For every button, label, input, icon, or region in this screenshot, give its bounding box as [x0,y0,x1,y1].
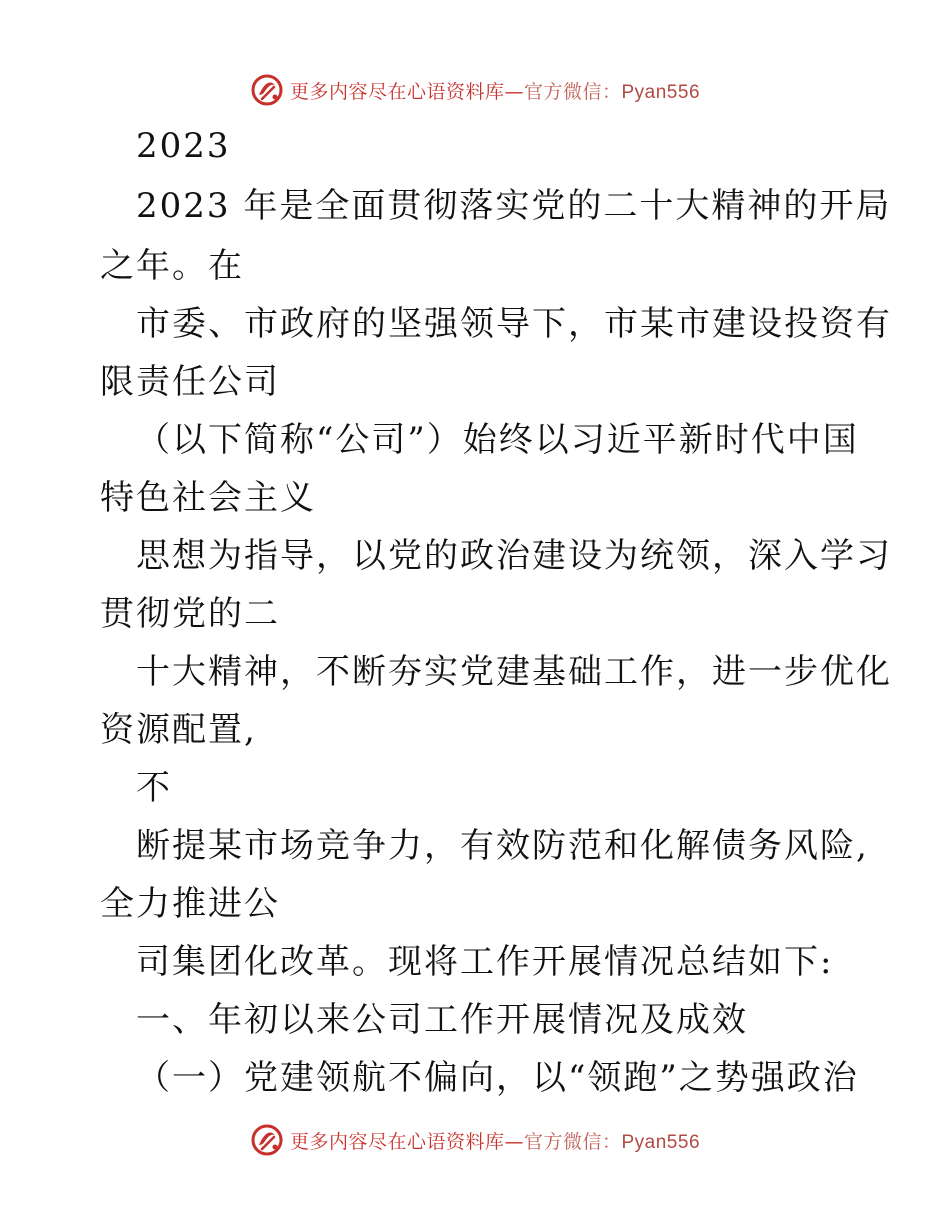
watermark-text [290,77,700,104]
watermark-id: Pyan556 [621,81,701,103]
doc-line: 2023 年是全面贯彻落实党的二十大精神的开局 [136,186,892,226]
watermark-part2: 官方微信： [523,80,622,103]
doc-line: 思想为指导，以党的政治建设为统领，深入学习 [136,536,892,576]
doc-line: 全力推进公 [100,884,280,924]
section-heading: 一、年初以来公司工作开展情况及成效 [136,1000,748,1040]
red-swirl-logo-icon [250,1123,284,1157]
watermark-dash: — [504,80,524,103]
watermark-text [290,1127,700,1154]
doc-line: 断提某市场竞争力，有效防范和化解债务风险, [136,826,869,866]
watermark-part1: 更多内容尽在心语资料库 [289,80,505,103]
doc-line: 十大精神，不断夯实党建基础工作，进一步优化 [136,652,892,692]
doc-line: 资源配置, [100,710,257,750]
watermark-id: Pyan556 [621,1131,701,1153]
doc-line: 司集团化改革。现将工作开展情况总结如下: [136,942,834,982]
doc-line: （以下简称“公司”）始终以习近平新时代中国 [136,420,859,460]
watermark-dash: — [504,1130,524,1153]
subsection-heading: （一）党建领航不偏向，以“领跑”之势强政治 [136,1058,859,1098]
doc-line: 限责任公司 [100,362,280,402]
doc-line: 2023 [136,126,231,166]
watermark-part2: 官方微信： [523,1130,622,1153]
doc-line: 不 [136,768,172,808]
watermark-part1: 更多内容尽在心语资料库 [289,1130,505,1153]
doc-line: 之年。在 [100,246,244,286]
watermark-header [0,70,950,110]
red-swirl-logo-icon [250,73,284,107]
watermark-footer [0,1120,950,1160]
doc-line: 市委、市政府的坚强领导下，市某市建设投资有 [136,304,892,344]
doc-line: 贯彻党的二 [100,594,280,634]
doc-line: 特色社会主义 [100,478,316,518]
